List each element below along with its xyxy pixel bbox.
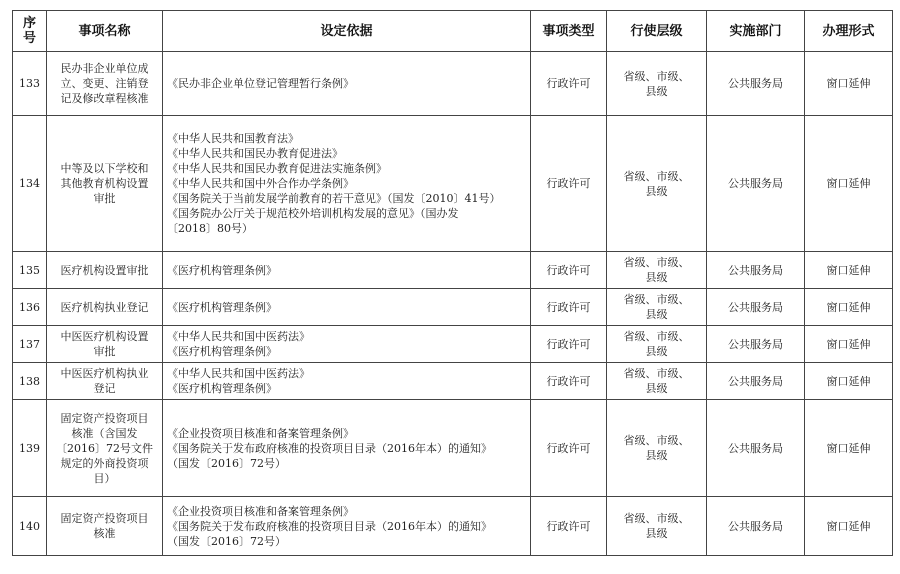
- cell-basis: [163, 116, 531, 252]
- cell-dept: 公共服务局: [707, 252, 805, 289]
- cell-level: [607, 252, 707, 289]
- cell-basis: [163, 497, 531, 556]
- cell-basis: [163, 52, 531, 116]
- cell-basis-line: 《企业投资项目核准和备案管理条例》: [167, 426, 354, 440]
- cell-level-line: 省级、市级、: [623, 256, 690, 269]
- header-basis: 设定依据: [163, 11, 531, 52]
- cell-level: [607, 497, 707, 556]
- cell-dept: 公共服务局: [707, 289, 805, 326]
- cell-name: [47, 326, 163, 363]
- cell-seq: 140: [13, 497, 47, 556]
- cell-dept: 公共服务局: [707, 497, 805, 556]
- cell-level-line: 省级、市级、: [623, 169, 690, 183]
- cell-basis-line: 《国务院关于发布政府核准的投资项目目录（2016年本）的通知》: [167, 519, 492, 533]
- cell-mode: 窗口延伸: [805, 252, 893, 289]
- table-row: [13, 52, 893, 116]
- cell-name-line: 其他教育机构设置: [60, 177, 149, 190]
- cell-name-line: 核准: [93, 527, 116, 540]
- cell-level-line: 县级: [645, 184, 668, 198]
- cell-basis-line: 《中华人民共和国教育法》: [167, 132, 299, 145]
- cell-name: [47, 400, 163, 497]
- cell-seq: 139: [13, 400, 47, 497]
- header-seq: 序号: [13, 11, 47, 52]
- cell-name: [47, 252, 163, 289]
- cell-basis-line: 《企业投资项目核准和备案管理条例》: [167, 504, 354, 518]
- cell-seq: 133: [13, 52, 47, 116]
- cell-name-line: 医疗机构执业登记: [60, 300, 149, 314]
- cell-basis: [163, 363, 531, 400]
- cell-name-line: 目）: [93, 471, 116, 485]
- cell-level: [607, 116, 707, 252]
- cell-mode: 窗口延伸: [805, 326, 893, 363]
- cell-seq: 135: [13, 252, 47, 289]
- cell-basis-line: 《中华人民共和国民办教育促进法》: [167, 147, 343, 160]
- cell-name-line: 立、变更、注销登: [60, 77, 149, 90]
- cell-level-line: 县级: [645, 449, 668, 462]
- cell-level: [607, 289, 707, 326]
- cell-level: [607, 363, 707, 400]
- cell-basis-line: 《中华人民共和国民办教育促进法实施条例》: [167, 162, 387, 175]
- table-body: [13, 52, 893, 556]
- cell-name-line: 中医医疗机构设置: [60, 330, 149, 343]
- cell-mode: 窗口延伸: [805, 289, 893, 326]
- cell-basis-line: 《中华人民共和国中外合作办学条例》: [167, 177, 354, 190]
- cell-basis-line: 《国务院关于发布政府核准的投资项目目录（2016年本）的通知》: [167, 441, 492, 455]
- cell-name-line: 医疗机构设置审批: [60, 263, 149, 277]
- header-name: 事项名称: [47, 11, 163, 52]
- cell-level: [607, 400, 707, 497]
- cell-basis-line: 《医疗机构管理条例》: [167, 345, 277, 358]
- cell-basis-line: 《医疗机构管理条例》: [167, 263, 277, 277]
- table-row: [13, 400, 893, 497]
- cell-name-line: 中等及以下学校和: [60, 162, 149, 175]
- cell-name-line: 固定资产投资项目: [60, 512, 149, 525]
- cell-basis-line: 〔2018〕80号）: [167, 222, 253, 235]
- cell-seq: 138: [13, 363, 47, 400]
- cell-name: [47, 289, 163, 326]
- header-row: [13, 11, 893, 52]
- cell-name-line: 审批: [93, 192, 116, 205]
- cell-basis-line: 《中华人民共和国中医药法》: [167, 330, 310, 343]
- cell-name-line: 〔2016〕72号文件: [56, 441, 153, 455]
- cell-name-line: 民办非企业单位成: [60, 62, 149, 75]
- cell-dept: 公共服务局: [707, 363, 805, 400]
- cell-basis: [163, 289, 531, 326]
- header-level: 行使层级: [607, 11, 707, 52]
- header-dept: 实施部门: [707, 11, 805, 52]
- cell-name-line: 核准（含国发: [71, 426, 138, 440]
- cell-name: [47, 116, 163, 252]
- cell-level-line: 县级: [645, 271, 668, 284]
- cell-type: 行政许可: [531, 52, 607, 116]
- items-table: [12, 10, 893, 556]
- cell-level-line: 县级: [645, 84, 668, 98]
- cell-dept: 公共服务局: [707, 52, 805, 116]
- cell-level-line: 省级、市级、: [623, 367, 690, 380]
- cell-mode: 窗口延伸: [805, 497, 893, 556]
- cell-name: [47, 497, 163, 556]
- cell-basis-line: （国发〔2016〕72号）: [167, 456, 286, 470]
- cell-level-line: 县级: [645, 345, 668, 358]
- cell-name: [47, 363, 163, 400]
- cell-name: [47, 52, 163, 116]
- cell-basis: [163, 326, 531, 363]
- cell-dept: 公共服务局: [707, 326, 805, 363]
- header-mode: 办理形式: [805, 11, 893, 52]
- table-row: [13, 289, 893, 326]
- cell-level-line: 省级、市级、: [623, 69, 690, 83]
- cell-name-line: 审批: [93, 345, 116, 358]
- cell-basis-line: 《国务院关于当前发展学前教育的若干意见》（国发〔2010〕41号）: [167, 192, 501, 205]
- cell-level-line: 省级、市级、: [623, 434, 690, 447]
- table-row: [13, 326, 893, 363]
- cell-mode: 窗口延伸: [805, 116, 893, 252]
- cell-mode: 窗口延伸: [805, 400, 893, 497]
- cell-seq: 137: [13, 326, 47, 363]
- cell-mode: 窗口延伸: [805, 52, 893, 116]
- cell-level-line: 县级: [645, 382, 668, 395]
- cell-basis-line: 《中华人民共和国中医药法》: [167, 367, 310, 380]
- cell-type: 行政许可: [531, 289, 607, 326]
- cell-basis-line: （国发〔2016〕72号）: [167, 534, 286, 548]
- cell-type: 行政许可: [531, 497, 607, 556]
- cell-type: 行政许可: [531, 116, 607, 252]
- cell-type: 行政许可: [531, 363, 607, 400]
- table-row: [13, 116, 893, 252]
- cell-dept: 公共服务局: [707, 116, 805, 252]
- cell-basis-line: 《医疗机构管理条例》: [167, 300, 277, 314]
- cell-level-line: 省级、市级、: [623, 512, 690, 525]
- cell-level: [607, 52, 707, 116]
- cell-level-line: 县级: [645, 308, 668, 321]
- cell-mode: 窗口延伸: [805, 363, 893, 400]
- cell-name-line: 规定的外商投资项: [60, 456, 149, 470]
- cell-level-line: 省级、市级、: [623, 293, 690, 306]
- cell-name-line: 登记: [93, 382, 116, 395]
- cell-type: 行政许可: [531, 400, 607, 497]
- header-type: 事项类型: [531, 11, 607, 52]
- cell-level: [607, 326, 707, 363]
- cell-seq: 136: [13, 289, 47, 326]
- cell-seq: 134: [13, 116, 47, 252]
- cell-level-line: 县级: [645, 527, 668, 540]
- cell-name-line: 固定资产投资项目: [60, 411, 149, 425]
- cell-basis-line: 《国务院办公厅关于规范校外培训机构发展的意见》（国办发: [167, 207, 459, 220]
- cell-type: 行政许可: [531, 326, 607, 363]
- cell-level-line: 省级、市级、: [623, 330, 690, 343]
- cell-dept: 公共服务局: [707, 400, 805, 497]
- cell-name-line: 记及修改章程核准: [60, 92, 149, 105]
- cell-basis: [163, 252, 531, 289]
- table-row: [13, 363, 893, 400]
- cell-basis-line: 《民办非企业单位登记管理暂行条例》: [167, 77, 354, 90]
- cell-type: 行政许可: [531, 252, 607, 289]
- cell-basis-line: 《医疗机构管理条例》: [167, 382, 277, 395]
- cell-name-line: 中医医疗机构执业: [60, 367, 149, 380]
- cell-basis: [163, 400, 531, 497]
- table-row: [13, 252, 893, 289]
- table-row: [13, 497, 893, 556]
